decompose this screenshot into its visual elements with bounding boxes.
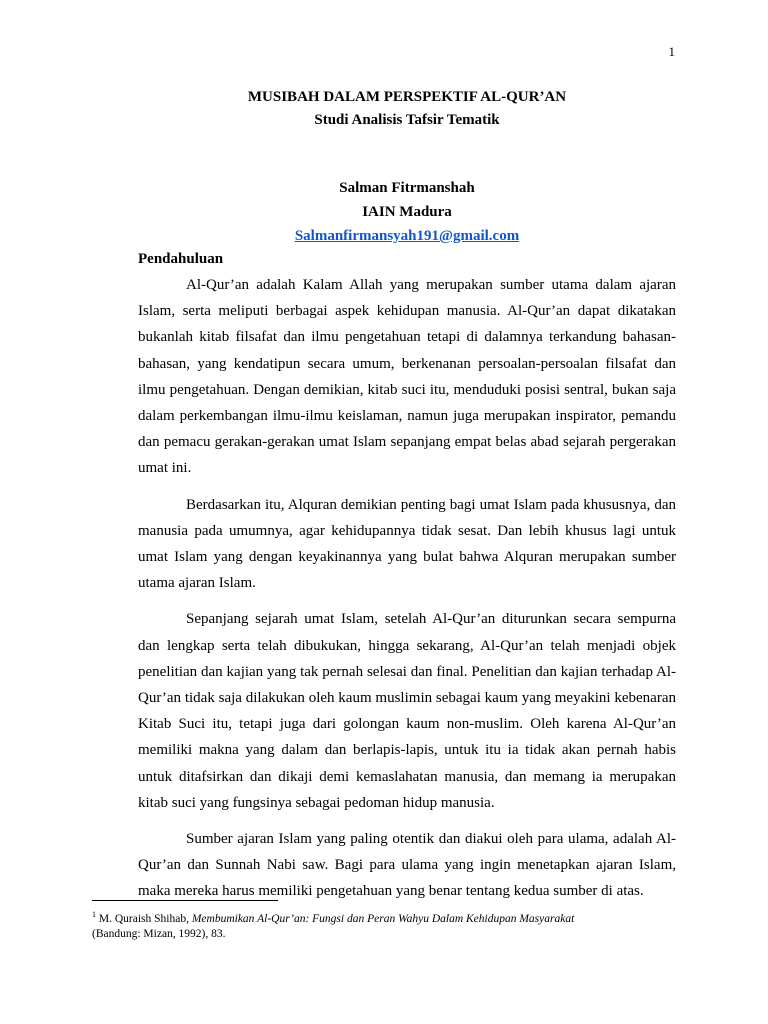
- title-block: [138, 86, 676, 132]
- author-email-link[interactable]: Salmanfirmansyah191@gmail.com: [294, 228, 520, 244]
- author-block: [138, 176, 676, 248]
- footnote-book-title: Membumikan Al-Qur’an: Fungsi dan Peran Wahyu Dalam Kehidupan Masyarakat: [191, 912, 575, 925]
- paragraph-1: Al-Qur’an adalah Kalam Allah yang merupakan sumber utama dalam ajaran Islam, serta meliputi berbagai aspek kehidupan manusia. Al-Qur’an dapat dikatakan bukanlah kitab filsafat dan ilmu pengetahuan tetapi di dalamnya terkandung bahasan-bahasan, yang kendatipun secara umum, berkenanan persoalan-persoalan filsafat dan ilmu pengetahuan. Dengan demikian, kitab suci itu, menduduki posisi sentral, bukan saja dalam perkembangan ilmu-ilmu keislaman, namun juga merupakan inspirator, pemandu dan pemacu gerakan-gerakan umat Islam sepanjang empat belas abad sejarah pergerakan umat ini.: [138, 277, 676, 477]
- footnote: [92, 907, 682, 942]
- document-body: [138, 246, 676, 915]
- paragraph-2: Berdasarkan itu, Alquran demikian penting bagi umat Islam pada khususnya, dan manusia pada umumnya, agar kehidupannya tidak sesat. Dan lebih khusus lagi untuk umat Islam yang dengan keyakinannya yang bulat bahwa Alquran merupakan sumber utama ajaran Islam.: [138, 496, 676, 592]
- author-name: Salman Fitrmanshah: [339, 180, 475, 196]
- document-title: MUSIBAH DALAM PERSPEKTIF AL-QUR’AN: [247, 89, 567, 105]
- page-number: 1: [668, 44, 675, 59]
- footnote-author: M. Quraish Shihab,: [96, 912, 192, 925]
- author-institution: IAIN Madura: [362, 204, 452, 220]
- document-subtitle: Studi Analisis Tafsir Tematik: [314, 112, 500, 128]
- footnote-publication: (Bandung: Mizan, 1992), 83.: [92, 927, 226, 940]
- section-heading: Pendahuluan: [138, 251, 224, 267]
- footnote-marker: 1: [92, 910, 96, 919]
- paragraph-3: Sepanjang sejarah umat Islam, setelah Al-Qur’an diturunkan secara sempurna dan lengkap serta telah dibukukan, hingga sekarang, Al-Qur’an telah menjadi objek penelitian dan kajian yang tak pernah selesai dan final. Penelitian dan kajian terhadap Al-Qur’an tidak saja dilakukan oleh kaum muslimin sebagai kaum yang meyakini kebenaran Kitab Suci itu, tetapi juga dari golongan kaum non-muslim. Oleh karena Al-Qur’an memiliki makna yang dalam dan berlapis-lapis, untuk itu ia tidak akan pernah habis untuk ditafsirkan dan dikaji demi kemaslahatan manusia, dan memang ia merupakan kitab suci yang fungsinya sebagai pedoman hidup manusia.: [138, 611, 676, 811]
- footnote-divider: [92, 900, 278, 901]
- paragraph-4: Sumber ajaran Islam yang paling otentik dan diakui oleh para ulama, adalah Al-Qur’an dan Sunnah Nabi saw. Bagi para ulama yang ingin menetapkan ajaran Islam, maka mereka harus memiliki pengetahuan yang benar tentang kedua sumber di atas.: [138, 831, 676, 900]
